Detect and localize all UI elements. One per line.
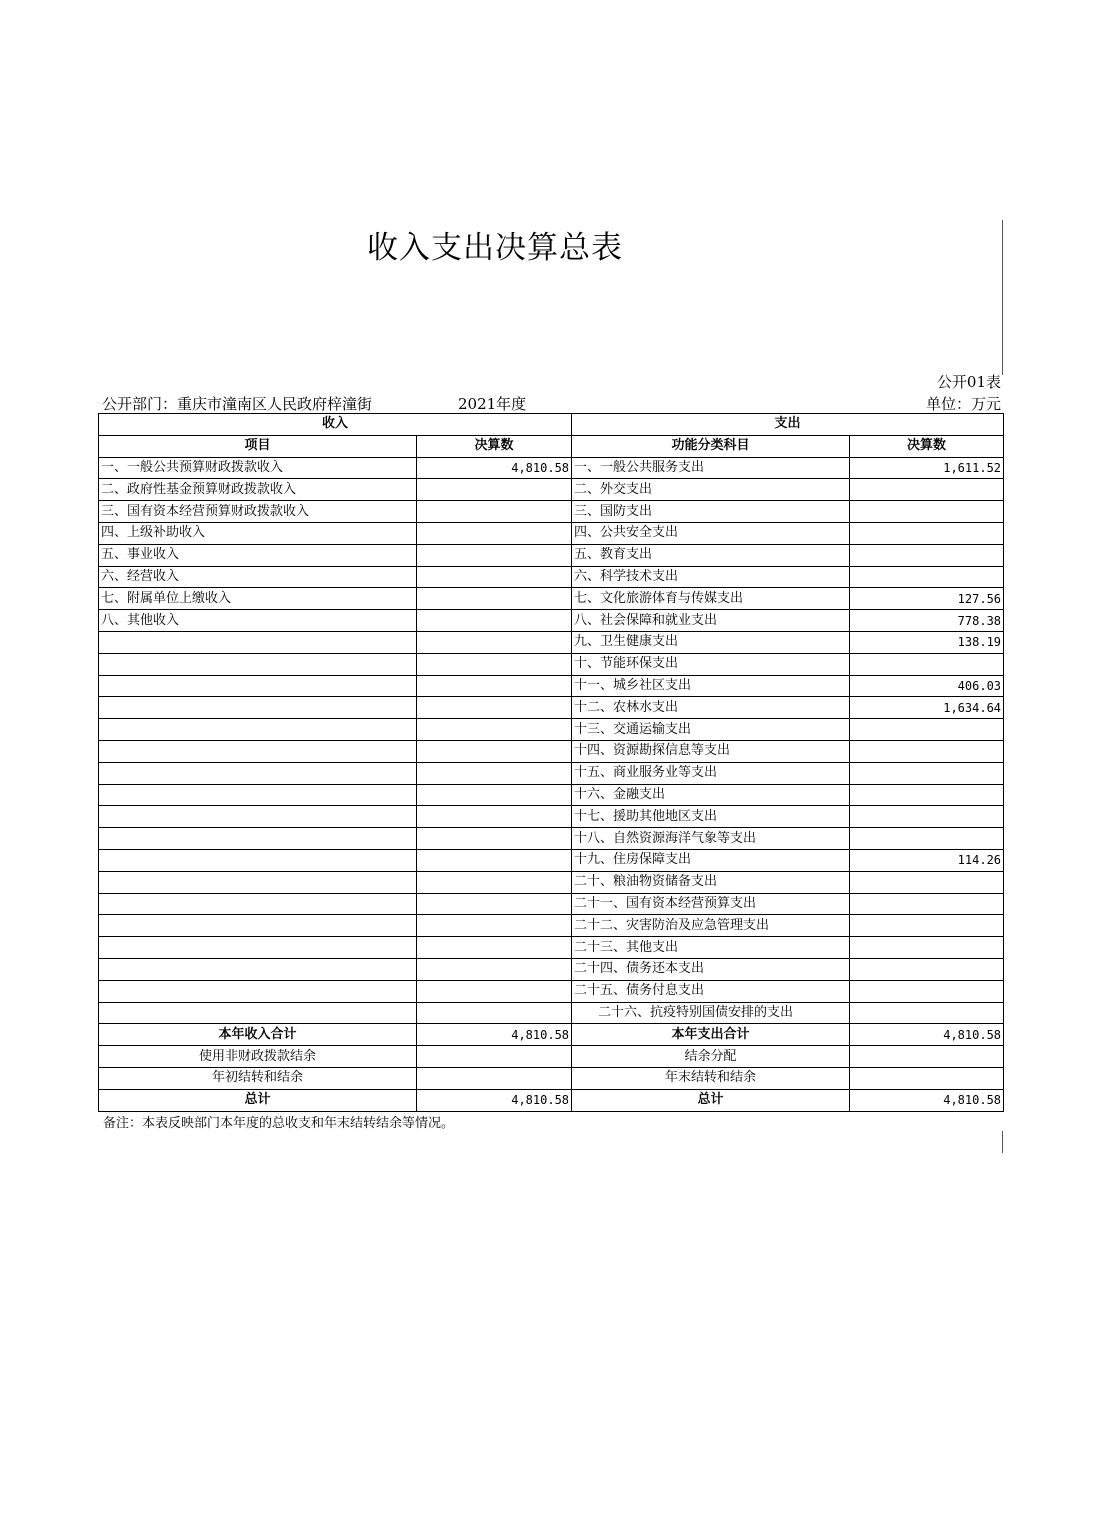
expense-item: 十六、金融支出	[572, 784, 850, 806]
summary-expense-label: 结余分配	[572, 1046, 850, 1068]
income-amount	[417, 566, 572, 588]
table-row	[99, 937, 1004, 959]
expense-amount	[850, 828, 1004, 850]
header-row-top	[99, 414, 1004, 436]
table-row	[99, 828, 1004, 850]
income-amount	[417, 544, 572, 566]
table-row	[99, 871, 1004, 893]
summary-row	[99, 1046, 1004, 1068]
income-amount	[417, 915, 572, 937]
table-row	[99, 980, 1004, 1002]
expense-item: 二十四、债务还本支出	[572, 958, 850, 980]
income-item	[99, 937, 417, 959]
expense-amount	[850, 806, 1004, 828]
table-code: 公开01表	[936, 373, 1001, 391]
summary-income-amount: 4,810.58	[417, 1024, 572, 1046]
expense-amount: 127.56	[850, 588, 1004, 610]
summary-row	[99, 1089, 1004, 1111]
expense-item: 三、国防支出	[572, 501, 850, 523]
expense-amount	[850, 719, 1004, 741]
expense-amount	[850, 653, 1004, 675]
income-item: 七、附属单位上缴收入	[99, 588, 417, 610]
income-item	[99, 893, 417, 915]
income-amount	[417, 653, 572, 675]
table-row	[99, 610, 1004, 632]
expense-item: 十一、城乡社区支出	[572, 675, 850, 697]
income-item: 八、其他收入	[99, 610, 417, 632]
income-amount	[417, 522, 572, 544]
income-item	[99, 806, 417, 828]
expense-amount	[850, 915, 1004, 937]
table-row	[99, 544, 1004, 566]
budget-table	[98, 413, 1004, 1112]
table-row	[99, 740, 1004, 762]
table-row	[99, 849, 1004, 871]
expense-item: 十二、农林水支出	[572, 697, 850, 719]
expense-item: 十、节能环保支出	[572, 653, 850, 675]
income-item	[99, 828, 417, 850]
table-row	[99, 893, 1004, 915]
summary-income-label: 本年收入合计	[99, 1024, 417, 1046]
expense-item: 二十一、国有资本经营预算支出	[572, 893, 850, 915]
expense-amount	[850, 937, 1004, 959]
income-amount	[417, 762, 572, 784]
expense-item: 二、外交支出	[572, 479, 850, 501]
table-row	[99, 762, 1004, 784]
table-row	[99, 958, 1004, 980]
expense-item: 十九、住房保障支出	[572, 849, 850, 871]
expense-item: 六、科学技术支出	[572, 566, 850, 588]
income-amount: 4,810.58	[417, 457, 572, 479]
table-row	[99, 653, 1004, 675]
page-edge-line-bottom	[1002, 1131, 1003, 1153]
income-amount	[417, 937, 572, 959]
income-amount	[417, 479, 572, 501]
income-amount	[417, 675, 572, 697]
income-item: 三、国有资本经营预算财政拨款收入	[99, 501, 417, 523]
income-amount	[417, 958, 572, 980]
summary-expense-label: 年末结转和结余	[572, 1067, 850, 1089]
expense-amount	[850, 958, 1004, 980]
expense-amount	[850, 544, 1004, 566]
expense-amount	[850, 501, 1004, 523]
expense-item: 十八、自然资源海洋气象等支出	[572, 828, 850, 850]
summary-expense-amount: 4,810.58	[850, 1089, 1004, 1111]
income-amount	[417, 980, 572, 1002]
income-amount	[417, 893, 572, 915]
expense-amount	[850, 784, 1004, 806]
income-amount	[417, 501, 572, 523]
expense-amount	[850, 893, 1004, 915]
summary-income-amount: 4,810.58	[417, 1089, 572, 1111]
summary-row	[99, 1067, 1004, 1089]
summary-expense-amount: 4,810.58	[850, 1024, 1004, 1046]
summary-expense-amount	[850, 1067, 1004, 1089]
summary-expense-label: 本年支出合计	[572, 1024, 850, 1046]
summary-income-label: 年初结转和结余	[99, 1067, 417, 1089]
income-item	[99, 631, 417, 653]
expense-item: 一、一般公共服务支出	[572, 457, 850, 479]
table-row	[99, 501, 1004, 523]
income-item: 六、经营收入	[99, 566, 417, 588]
income-amount	[417, 828, 572, 850]
table-row	[99, 479, 1004, 501]
income-item	[99, 653, 417, 675]
income-amount	[417, 719, 572, 741]
expense-header: 支出	[572, 414, 1004, 436]
income-item	[99, 849, 417, 871]
expense-amount	[850, 522, 1004, 544]
income-item	[99, 915, 417, 937]
table-row	[99, 566, 1004, 588]
income-amount	[417, 806, 572, 828]
expense-amount	[850, 740, 1004, 762]
table-row	[99, 1002, 1004, 1024]
table-row	[99, 719, 1004, 741]
income-amount	[417, 697, 572, 719]
expense-item: 四、公共安全支出	[572, 522, 850, 544]
unit-label: 单位：万元	[925, 395, 1001, 413]
expense-item: 七、文化旅游体育与传媒支出	[572, 588, 850, 610]
income-item: 一、一般公共预算财政拨款收入	[99, 457, 417, 479]
table-row	[99, 631, 1004, 653]
table-row	[99, 806, 1004, 828]
expense-amount: 778.38	[850, 610, 1004, 632]
expense-amount	[850, 479, 1004, 501]
summary-expense-amount	[850, 1046, 1004, 1068]
income-amount	[417, 849, 572, 871]
expense-item: 二十六、抗疫特别国债安排的支出	[572, 1002, 850, 1024]
expense-amount: 114.26	[850, 849, 1004, 871]
table-row	[99, 915, 1004, 937]
expense-item: 二十五、债务付息支出	[572, 980, 850, 1002]
expense-item: 九、卫生健康支出	[572, 631, 850, 653]
expense-item: 二十二、灾害防治及应急管理支出	[572, 915, 850, 937]
income-amount	[417, 784, 572, 806]
summary-expense-label: 总计	[572, 1089, 850, 1111]
table-row	[99, 588, 1004, 610]
table-row	[99, 697, 1004, 719]
summary-row	[99, 1024, 1004, 1046]
income-item	[99, 784, 417, 806]
income-header: 收入	[99, 414, 572, 436]
expense-item: 十三、交通运输支出	[572, 719, 850, 741]
income-amount	[417, 871, 572, 893]
header-row-sub	[99, 435, 1004, 457]
income-amount	[417, 631, 572, 653]
expense-amount	[850, 1002, 1004, 1024]
page-title: 收入支出决算总表	[367, 230, 623, 266]
table-row	[99, 522, 1004, 544]
income-item	[99, 1002, 417, 1024]
expense-item: 十五、商业服务业等支出	[572, 762, 850, 784]
income-amount	[417, 740, 572, 762]
income-item	[99, 980, 417, 1002]
department-label: 公开部门：重庆市潼南区人民政府梓潼街	[102, 395, 373, 413]
income-item	[99, 740, 417, 762]
income-item	[99, 697, 417, 719]
summary-income-label: 使用非财政拨款结余	[99, 1046, 417, 1068]
footnote: 备注：本表反映部门本年度的总收支和年末结转结余等情况。	[103, 1116, 455, 1131]
summary-income-label: 总计	[99, 1089, 417, 1111]
income-amount	[417, 588, 572, 610]
func-item-header: 功能分类科目	[572, 435, 850, 457]
expense-item: 八、社会保障和就业支出	[572, 610, 850, 632]
expense-amount	[850, 980, 1004, 1002]
income-amount	[417, 610, 572, 632]
income-item	[99, 675, 417, 697]
income-amount	[417, 1002, 572, 1024]
table-row	[99, 675, 1004, 697]
expense-amount	[850, 566, 1004, 588]
expense-amount	[850, 762, 1004, 784]
expense-amount: 1,634.64	[850, 697, 1004, 719]
expense-amount: 1,611.52	[850, 457, 1004, 479]
summary-income-amount	[417, 1046, 572, 1068]
income-item: 四、上级补助收入	[99, 522, 417, 544]
amount2-header: 决算数	[850, 435, 1004, 457]
expense-item: 五、教育支出	[572, 544, 850, 566]
expense-item: 二十、粮油物资储备支出	[572, 871, 850, 893]
income-item: 二、政府性基金预算财政拨款收入	[99, 479, 417, 501]
table-row	[99, 784, 1004, 806]
item-header: 项目	[99, 435, 417, 457]
income-item	[99, 871, 417, 893]
summary-income-amount	[417, 1067, 572, 1089]
page-edge-line-top	[1002, 220, 1003, 375]
table-row	[99, 457, 1004, 479]
expense-amount	[850, 871, 1004, 893]
income-item	[99, 958, 417, 980]
year-label: 2021年度	[458, 395, 527, 413]
income-item	[99, 719, 417, 741]
income-item: 五、事业收入	[99, 544, 417, 566]
expense-item: 十七、援助其他地区支出	[572, 806, 850, 828]
expense-item: 十四、资源勘探信息等支出	[572, 740, 850, 762]
expense-item: 二十三、其他支出	[572, 937, 850, 959]
income-item	[99, 762, 417, 784]
amount-header: 决算数	[417, 435, 572, 457]
expense-amount: 406.03	[850, 675, 1004, 697]
expense-amount: 138.19	[850, 631, 1004, 653]
